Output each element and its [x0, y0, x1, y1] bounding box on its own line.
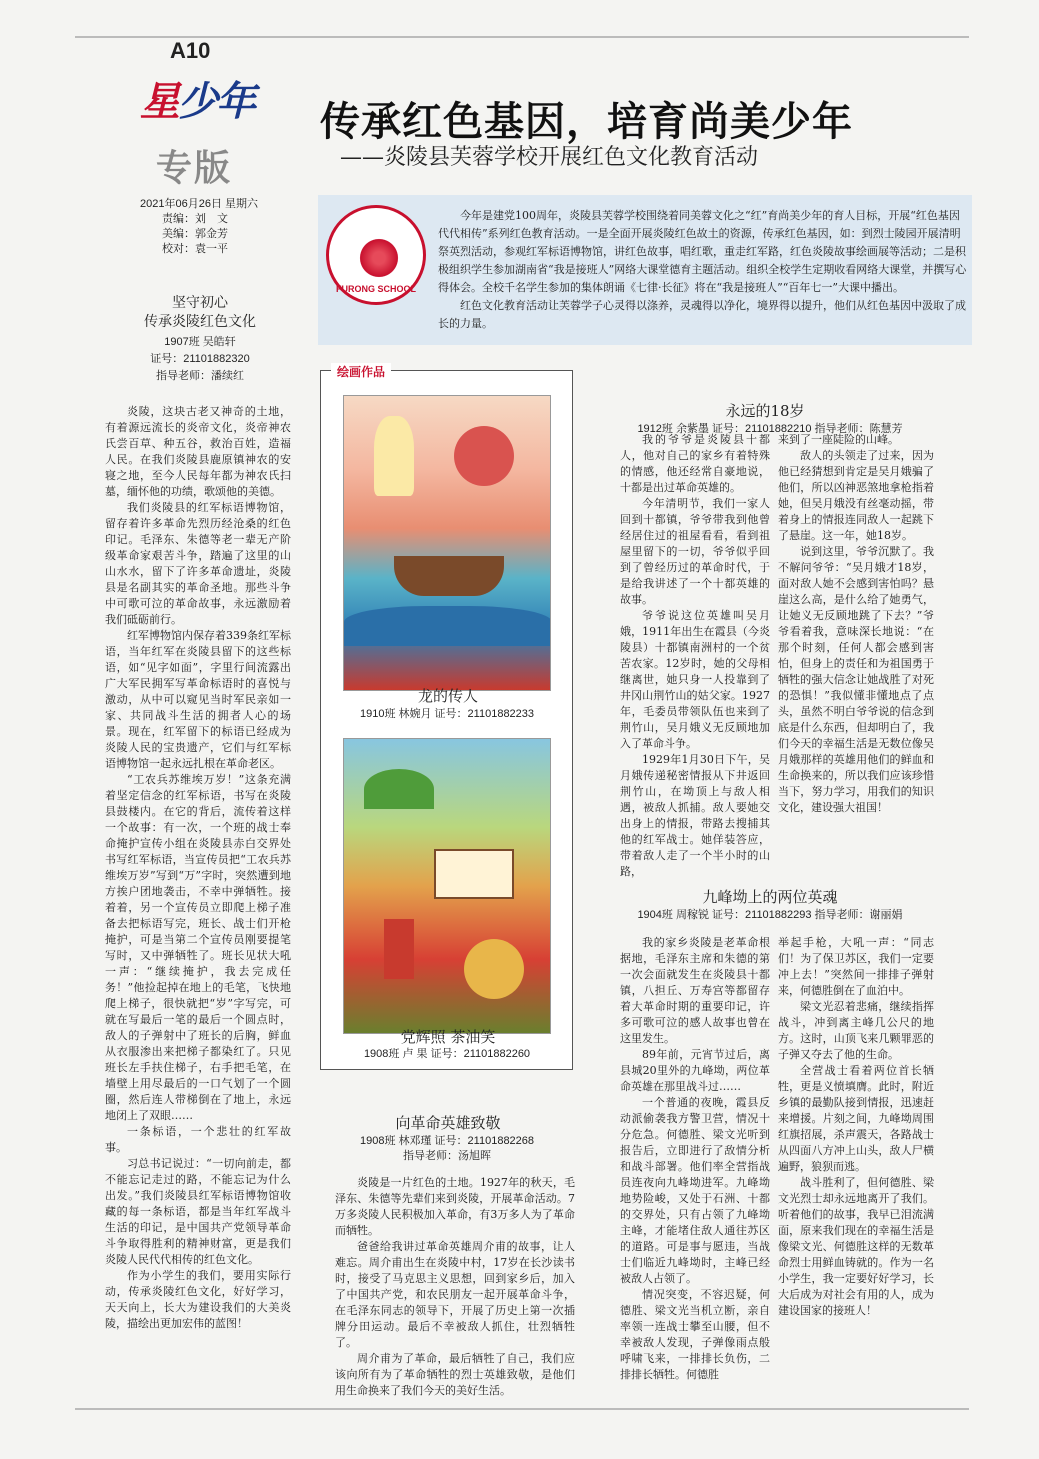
article4-col1: [620, 935, 770, 1383]
tree-shape: [464, 939, 524, 999]
editor-credits: [140, 197, 280, 257]
article1-cert: 证号：21101882320: [150, 353, 250, 365]
article4-paragraph: 战斗胜利了，但何德胜、梁文光烈士却永远地离开了我们。听着他们的故事，我早已泪流满面，原来我们现在的幸福生活是像梁文光、何德胜这样的无数革命烈士用鲜血铸就的。作为一名小学生，我一定要好好学习，长大后成为对社会有用的人，成为建设国家的接班人！: [778, 1176, 934, 1317]
article3-paragraph: 今年清明节，我们一家人回到十都镇，爷爷带我到他曾经居住过的祖屋看看，看到祖屋里留下的一切，爷爷似乎回到了曾经历过的革命时代，于是给我讲述了一个十都英雄的故事。: [620, 497, 770, 606]
intro-paragraph: 红色文化教育活动让芙蓉学子心灵得以涤养，灵魂得以净化，境界得以提升，他们从红色基因中汲取了成长的力量。: [438, 299, 966, 330]
article3-title: 永远的18岁: [725, 402, 805, 420]
article1-paragraph: 作为小学生的我们，要用实际行动，传承炎陵红色文化，好好学习，天天向上，长大为建设我们的大美炎陵，描绘出更加宏伟的蓝图！: [105, 1269, 291, 1330]
article1-paragraph: 我们炎陵县的红军标语博物馆，留存着许多革命先烈历经沧桑的红色印记。毛泽东、朱德等老一辈无产阶级革命家艰苦斗争，踏遍了这里的山山水水，留下了许多革命遗址，炎陵县是名副其实的革命圣地。那些斗争中可歌可泣的革命故事，永远激励着我们砥砺前行。: [105, 501, 291, 626]
art-editor: 美编：郭金芳: [162, 228, 228, 240]
article4-paragraph: 全营战士看着两位首长牺牲，更是义愤填膺。此时，附近乡镇的最勤队接到情报，迅速赶来增援。片刻之间，九峰坳周围红旗招展，杀声震天，各路战士从四面八方冲上山头，敌人尸横遍野，狼狈而逃。: [778, 1064, 934, 1173]
article2-paragraph: 爸爸给我讲过革命英雄周介甫的故事，让人难忘。周介甫出生在炎陵中村，17岁在长沙读书时，接受了马克思主义思想，回到家乡后，加入了中国共产党，和农民朋友一起开展革命斗争，在毛泽东同志的领导下，开展了历史上第一次插牌分田运动。最后不幸被敌人抓住，壮烈牺牲了。: [335, 1240, 575, 1349]
article3-paragraph: 敌人的头领走了过来，因为他已经猜想到肯定是吴月娥骗了他们，所以凶神恶煞地拿枪指着她，但吴月娥没有丝毫动摇，带着身上的情报连同敌人一起跳下了悬崖。这一年，她18岁。: [778, 449, 934, 542]
rose-icon: [357, 236, 401, 280]
page-number: A10: [170, 38, 211, 63]
article3-paragraph: 爷爷说这位英雄叫吴月娥，1911年出生在霞县（今炎陵县）十都镇南洲村的一个贫苦农家。12岁时，她的父母相继离世，她只身一人投靠到了井冈山荆竹山的姑父家。1927年，毛委员带领队伍也来到了荆竹山，吴月娥义无反顾地加入了革命斗争。: [620, 609, 770, 750]
article3-paragraph: 我的爷爷是炎陵县十都人，他对自己的家乡有着特殊的情感，他还经常自豪地说，十都是出过革命英雄的。: [620, 433, 770, 494]
article2-meta: 1908班 林邓瑾 证号：21101882268: [359, 1135, 535, 1147]
article3-col1: [620, 432, 770, 880]
artwork1-title: 龙的传人: [417, 687, 478, 705]
artwork2-meta: 1908班 卢 果 证号：21101882260: [363, 1048, 531, 1060]
painting-dragon-heirs: [343, 395, 551, 691]
bottom-rule: [75, 1408, 969, 1410]
issue-date: 2021年06月26日 星期六: [140, 198, 258, 210]
masthead-logo: [140, 70, 260, 190]
seal-text: FURONG SCHOOL: [336, 284, 416, 294]
intro-text: [438, 207, 968, 333]
artwork-label: 绘画作品: [331, 363, 391, 380]
intro-box: [318, 195, 972, 345]
article1-byline: [130, 334, 270, 385]
article2-teacher: 指导老师：汤旭晖: [403, 1150, 491, 1162]
article1-body: [105, 404, 291, 1332]
article1-title-b: 传承炎陵红色文化: [144, 314, 256, 330]
article1-paragraph: 一条标语，一个悲壮的红军故事。: [105, 1125, 291, 1154]
article2-paragraph: 炎陵是一片红色的土地。1927年的秋天，毛泽东、朱德等先辈们来到炎陵，开展革命活动。7万多炎陵人民积极加入革命，有3万多人为了革命而牺牲。: [335, 1176, 575, 1237]
hill-shape: [364, 769, 434, 809]
masthead-subtitle: 专版: [156, 147, 233, 189]
article2-title: 向革命英雄致敬: [395, 1114, 501, 1132]
article3-col2: [778, 432, 934, 816]
article4-col2: [778, 935, 934, 1319]
lighthouse-shape: [374, 416, 414, 496]
article1-paragraph: 红军博物馆内保存着339条红军标语，当年红军在炎陵县留下的这些标语，如“见字如面”，字里行间流露出广大军民拥军写革命标语时的喜悦与激动，从中可以窥见当时军民亲如一家、共同战斗生活的拥者人心的场景。现在，红军留下的标语已经成为炎陵人民的宝贵遗产，它们与红军标语博物馆一起永远扎根在革命老区。: [105, 629, 291, 770]
intro-paragraph: 今年是建党100周年，炎陵县芙蓉学校围绕着同美蓉文化之“红”育尚美少年的育人目标，开展“红色基因 代代相传”系列红色教育活动。一是全面开展炎陵红色故土的资源，传承红色基因，如：到烈士陵园开展清明祭英烈活动，参观红军标语博物馆，讲红色故事，唱红歌，重走红军路，红色炎陵故事绘画展等活动；二是积极组织学生参加湖南省“我是接班人”网络大课堂德育主题活动。组织全校学生定期收看网络大课堂，并撰写心得体会。全校千名学生参加的集体朗诵《七律·长征》将在“我是接班人”“百年七一”大课中播出。: [438, 209, 967, 294]
article4-paragraph: 举起手枪，大吼一声：“同志们！为了保卫苏区，我们一定要冲上去！”突然间一排排子弹射来，何德胜倒在了血泊中。: [778, 936, 934, 997]
proofreader: 校对：袁一平: [162, 243, 228, 255]
article1-paragraph: 习总书记说过：“一切向前走，都不能忘记走过的路，不能忘记为什么出发。”我们炎陵县红军标语博物馆收藏的每一条标语，都是当年红军战斗生活的印记，是中国共产党领导革命斗争取得胜利的精神财富，更是我们炎陵人民代代相传的红色文化。: [105, 1157, 291, 1266]
article1-paragraph: “工农兵苏维埃万岁！”这条充满着坚定信念的红军标语，书写在炎陵县鼓楼内。在它的背后，流传着这样一个故事：有一次，一个班的战士奉命掩护宣传小组在炎陵县赤白交界处书写红军标语，当宣传员把“工农兵苏维埃万岁”写到“万”字时，突然遭到地方挨户团地袭击，不幸中弹牺牲。接着着，另一个宣传员立即爬上梯子准备去把标语写完，班长、战士们开枪掩护，可是当第二个宣传员刚要提笔写时，又中弹牺牲了。班长见状大吼一声：“继续掩护，我去完成任务！”他捡起掉在地上的毛笔，飞快地爬上梯子，很快就把“岁”字写完，可就在写最后一笔的最后一个圆点时，敌人的子弹射中了班长的后胸，鲜血从衣服渗出来把梯子都染红了。只见班长左手扶住梯子，右手把毛笔，在墙壁上用尽最后的一口气划了一个圆圈，然后连人带梯倒在了地上，永远地闭上了双眼……: [105, 773, 291, 1122]
article3-paragraph: 来到了一座陡险的山峰。: [778, 433, 899, 446]
article4-title: 九峰坳上的两位英魂: [702, 888, 838, 906]
article2-paragraph: 周介甫为了革命，最后牺牲了自己，我们应该向所有为了革命牺牲的烈士英雄致敬，是他们用生命换来了我们今天的美好生活。: [335, 1352, 575, 1397]
article3-paragraph: 说到这里，爷爷沉默了。我不解问爷爷：“吴月娥才18岁，面对敌人她不会感到害怕吗？悬崖这么高，是什么给了她勇气，让她义无反顾地跳了下去？”爷爷看着我，意味深长地说：“在那个时刻，任何人都会感到害怕，但身上的责任和为祖国勇于牺牲的强大信念让她战胜了对死的恐惧！”我似懂非懂地点了点头，虽然不明白爷爷说的信念到底是什么东西，但却明白了，我们今天的幸福生活是无数位像吴月娥那样的英雄用他们的鲜血和生命换来的，所以我们应该珍惜当下，努力学习，用我们的知识文化，建设强大祖国！: [778, 545, 934, 814]
article1-author: 1907班 吴皓轩: [164, 336, 236, 348]
article1-title-a: 坚守初心: [172, 295, 228, 311]
editor: 责编：刘 文: [162, 213, 228, 225]
waves-shape: [344, 606, 551, 646]
masthead-title: [140, 70, 254, 127]
house-shape: [434, 849, 514, 899]
sun-shape: [454, 426, 514, 486]
artwork1-meta: 1910班 林婉月 证号：21101882233: [359, 708, 535, 720]
flag-shape: [384, 919, 414, 979]
page-subhead: ——炎陵县芙蓉学校开展红色文化教育活动: [340, 145, 759, 170]
article4-paragraph: 一个普通的夜晚，霞县反动派偷袭我方警卫营，情况十分危急。何德胜、梁文光听到报告后，立即进行了敌情分析和战斗部署。他们率全营指战员连夜向九峰坳进军。九峰坳地势险峻，又处于石洲、十都的交界处，只有占领了九峰坳主峰，才能堵住敌人通往苏区的道路。可是事与愿违，当战士们临近九峰坳时，主峰已经被敌人占领了。: [620, 1096, 770, 1285]
article2-body: [335, 1175, 575, 1399]
article4-paragraph: 梁文光忍着悲痛，继续指挥战斗，冲到离主峰几公尺的地方。这时，山顶飞来几颗罪恶的子弹又夺去了他的生命。: [778, 1000, 934, 1061]
masthead-title-youth: 少年: [178, 80, 254, 124]
artwork2-title: 党辉照 茶油笑: [400, 1028, 496, 1046]
article4-meta: 1904班 周稼锐 证号：21101882293 指导老师：谢丽娟: [637, 909, 903, 921]
article4-paragraph: 情况突变，不容迟疑，何德胜、梁文光当机立断，亲自率领一连战士攀至山腰，但不幸被敌人发现，子弹像雨点般呼啸飞来，一排排长负伤，二排排长牺牲。何德胜: [620, 1288, 770, 1381]
article3-paragraph: 1929年1月30日下午，吴月娥传递秘密情报从下井返回荆竹山，在坳顶上与敌人相遇，被敌人抓捕。敌人要她交出身上的情报，带路去搜捕其他的红军战士。她佯装答应，带着敌人走了一个半小时的山路，: [620, 753, 770, 878]
school-seal: [326, 205, 426, 305]
article4-paragraph: 89年前，元宵节过后，离县城20里外的九峰坳，两位革命英雄在那里战斗过……: [620, 1048, 770, 1093]
masthead-title-star: 星: [140, 80, 178, 124]
article3-meta: 1912班 余紫墨 证号：21101882210 指导老师：陈慧芳: [637, 423, 903, 435]
article1-paragraph: 炎陵，这块古老又神奇的土地，有着源远流长的炎帝文化，炎帝神农氏尝百草、种五谷，救治百姓，造福人民。在我们炎陵县鹿原镇神农的安寝之地，至今人民每年都为神农氏扫墓，缅怀他的功绩，歌颂他的美德。: [105, 405, 291, 498]
page-headline: 传承红色基因，培育尚美少年: [320, 98, 853, 145]
painting-party-glory: [343, 738, 551, 1034]
article4-paragraph: 我的家乡炎陵是老革命根据地，毛泽东主席和朱德的第一次会面就发生在炎陵县十都镇，八担丘、万寿宫等都留存着大革命时期的重要印记，许多可歌可泣的感人故事也曾在这里发生。: [620, 936, 770, 1045]
article1-teacher: 指导老师：潘续红: [156, 370, 244, 382]
boat-shape: [394, 556, 504, 596]
article1-header: [130, 294, 270, 332]
